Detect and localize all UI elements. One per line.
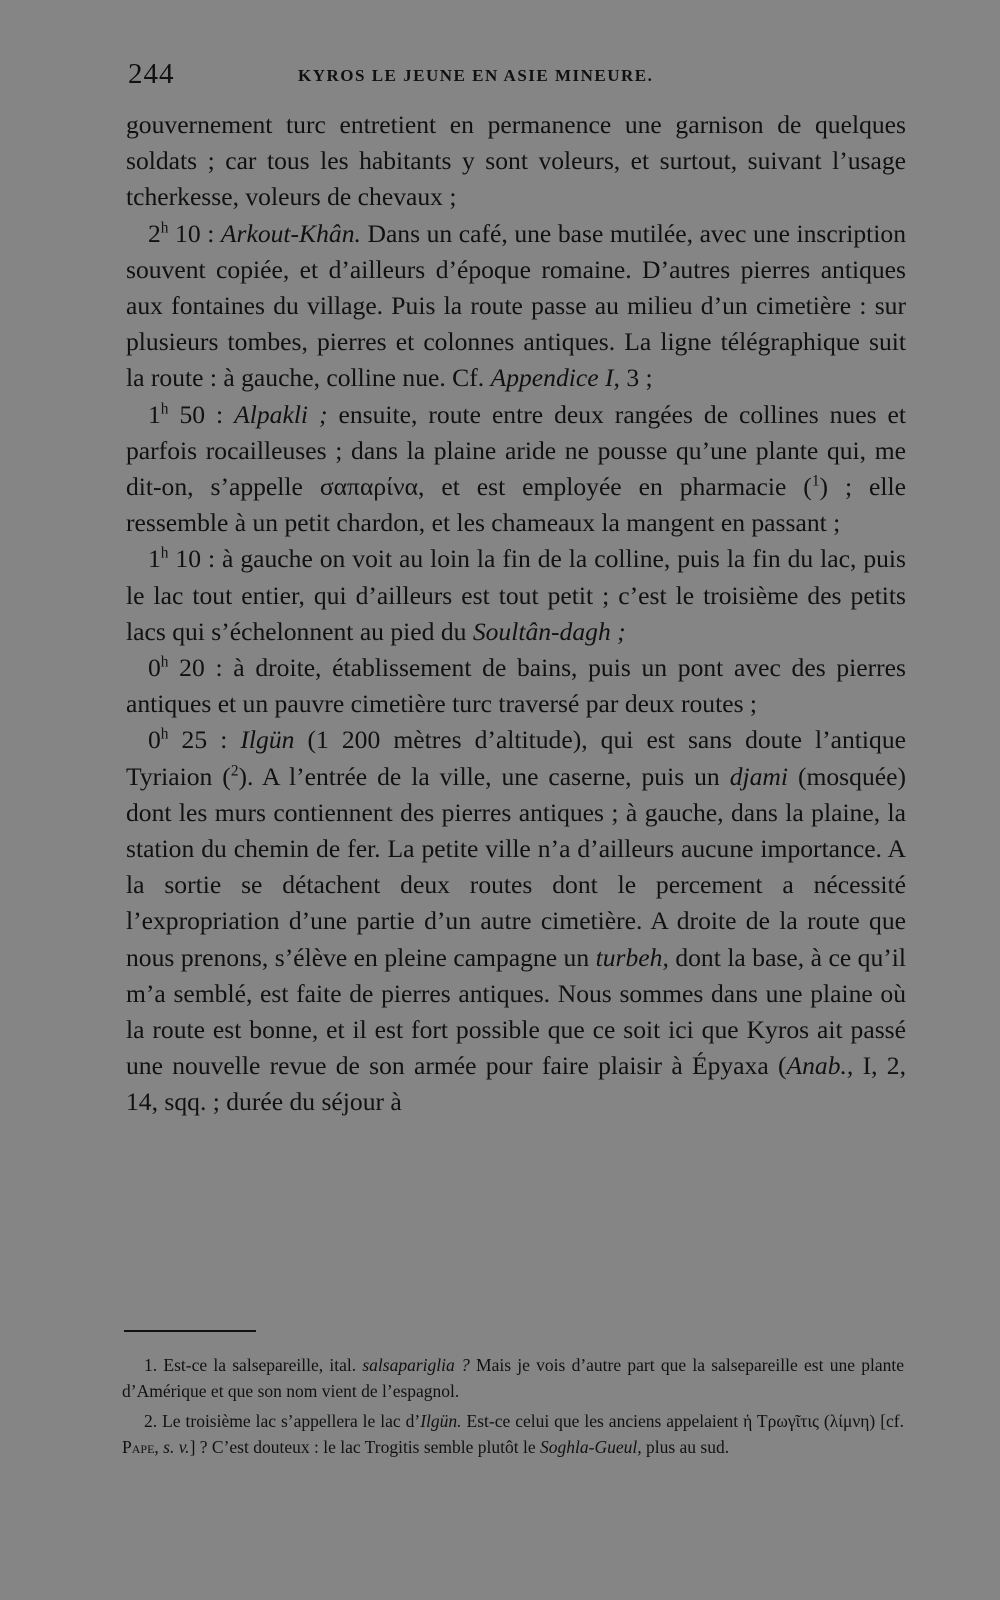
place-name: Alpakli ; bbox=[234, 399, 328, 429]
hour-mark: h bbox=[160, 725, 169, 743]
footnotes bbox=[122, 1352, 904, 1464]
time-marker: 1 bbox=[148, 544, 161, 574]
time-marker: 1 bbox=[148, 399, 161, 429]
hour-mark: h bbox=[160, 653, 169, 671]
paragraph-1: gouvernement turc entretient en permanence une garnison de quelques soldats ; car tous les habitants y sont voleurs, et surtout, suivant l’usage tcherkesse, voleurs de chevaux ; bbox=[126, 110, 906, 212]
main-text bbox=[126, 107, 906, 1121]
paragraph-2: 2$^h$ 10 : Arkout-Khân. Dans un café, une base mutilée, avec une inscription souvent copiée, et d’ailleurs d’époque romaine. D’autres pierres antiques aux fontaines du village. Puis la route passe au milieu d’un cimetière : sur plusieurs tombes, pierres et colonnes antiques. La ligne télégraphique suit la route : à gauche, colline nue. Cf. Appendice I, 3 ; bbox=[126, 218, 906, 393]
place-name: Ilgün bbox=[240, 725, 295, 755]
footnote-number: 2. bbox=[144, 1411, 158, 1431]
footnote-ref[interactable]: 2 bbox=[230, 762, 239, 780]
paragraph-4: 1$^h$ 10 : à gauche on voit au loin la fin de la colline, puis la fin du lac, puis le lac tout entier, qui d’ailleurs est tout petit ; c’est le troisième des petits lacs qui s’échelonnent au pied du Soultân-dagh ; bbox=[126, 544, 906, 646]
footnote-1: 1. Est-ce la salsepareille, ital. salsapariglia ? Mais je vois d’autre part que la salsepareille est une plante d’Amérique et que son nom vient de l’espagnol. bbox=[122, 1355, 904, 1401]
footnote-separator bbox=[124, 1330, 256, 1332]
running-title: KYROS LE JEUNE EN ASIE MINEURE. bbox=[298, 66, 654, 85]
page-header bbox=[128, 58, 888, 94]
paragraph-5: 0$^h$ 20 : à droite, établissement de bains, puis un pont avec des pierres antiques et un pauvre cimetière turc traversé par deux routes ; bbox=[126, 653, 906, 719]
time-marker: 2 bbox=[148, 218, 161, 248]
footnote-ref[interactable]: 1 bbox=[811, 472, 820, 490]
author-name: Pape, bbox=[122, 1437, 159, 1457]
citation: Anab., bbox=[786, 1051, 854, 1081]
place-name: Ilgün. bbox=[420, 1411, 462, 1431]
place-name: Arkout-Khân. bbox=[220, 218, 361, 248]
term: salsapariglia ? bbox=[362, 1355, 470, 1375]
footnote-number: 1. bbox=[144, 1355, 158, 1375]
place-name: Soghla-Gueul, bbox=[540, 1437, 642, 1457]
hour-mark: h bbox=[160, 400, 169, 418]
term: turbeh, bbox=[595, 942, 669, 972]
time-marker: 0 bbox=[148, 653, 161, 683]
abbreviation: s. v. bbox=[158, 1437, 190, 1457]
term: djami bbox=[729, 761, 788, 791]
footnote-2: 2. Le troisième lac s’appellera le lac d’Ilgün. Est-ce celui que les anciens appelaient ἡ Τρωγῖτις (λίμνη) [cf. Pape, s. v.] ? C’est douteux : le lac Trogitis semble plutôt le Soghla-Gueul, plus au sud. bbox=[122, 1411, 904, 1457]
hour-mark: h bbox=[160, 219, 169, 237]
reference: Appendice I, bbox=[490, 363, 620, 393]
time-marker: 0 bbox=[148, 725, 161, 755]
page-number: 244 bbox=[128, 58, 175, 90]
place-name: Soultân-dagh ; bbox=[472, 616, 626, 646]
paragraph-3: 1$^h$ 50 : Alpakli ; ensuite, route entre deux rangées de collines nues et parfois rocailleuses ; dans la plaine aride ne pousse qu’une plante qui, me dit-on, s’appelle σαπαρίνα, et est employée en pharmacie ($^1$) ; elle ressemble à un petit chardon, et les chameaux la mangent en passant ; bbox=[126, 399, 906, 538]
hour-mark: h bbox=[160, 544, 169, 562]
paragraph-6: 0$^h$ 25 : Ilgün (1 200 mètres d’altitude), qui est sans doute l’antique Tyriaion ($^2$). A l’entrée de la ville, une caserne, puis un djami (mosquée) dont les murs contiennent des pierres antiques ; à gauche, dans la plaine, la station du chemin de fer. La petite ville n’a d’ailleurs aucune importance. A la sortie se détachent deux routes dont le percement a nécessité l’expropriation d’une partie d’un autre cimetière. A droite de la route que nous prenons, s’élève en pleine campagne un turbeh, dont la base, à ce qu’il m’a semblé, est faite de pierres antiques. Nous sommes dans une plaine où la route est bonne, et il est fort possible que ce soit ici que Kyros ait passé une nouvelle revue de son armée pour faire plaisir à Épyaxa (Anab., I, 2, 14, sqq. ; durée du séjour à bbox=[126, 725, 906, 1117]
